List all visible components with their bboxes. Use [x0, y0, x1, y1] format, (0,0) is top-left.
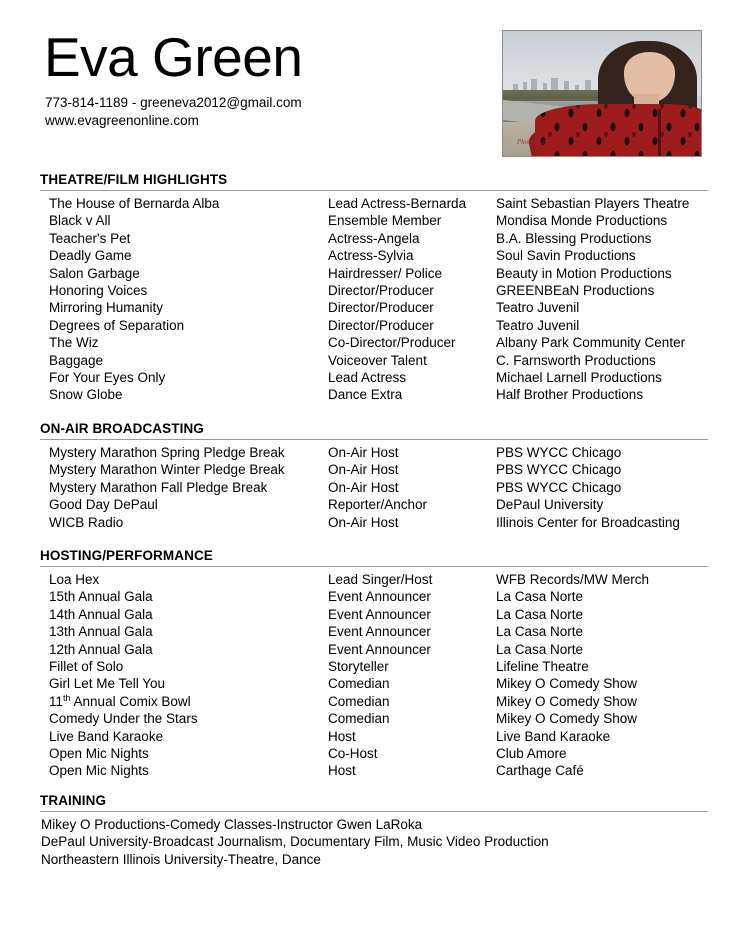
credit-company: Teatro Juvenil — [496, 300, 580, 316]
credit-title: Mystery Marathon Winter Pledge Break — [49, 462, 285, 478]
credit-title: Open Mic Nights — [49, 763, 149, 779]
credit-title: WICB Radio — [49, 514, 124, 530]
credit-company: Carthage Café — [496, 763, 584, 779]
table-row — [40, 710, 708, 727]
credit-company: GREENBEaN Productions — [496, 283, 655, 299]
credit-title: 14th Annual Gala — [49, 606, 153, 622]
credit-role: Co-Host — [328, 745, 378, 761]
credit-title: Snow Globe — [49, 387, 123, 403]
page-title: Eva Green — [44, 26, 303, 88]
credit-title: Live Band Karaoke — [49, 728, 164, 744]
credit-company: Club Amore — [496, 745, 567, 761]
section-divider — [40, 439, 708, 440]
credit-role: Director/Producer — [328, 317, 434, 333]
contact-info — [45, 94, 302, 130]
credit-company: Michael Larnell Productions — [496, 370, 662, 386]
credit-company: PBS WYCC Chicago — [496, 479, 622, 495]
credit-company: Illinois Center for Broadcasting — [496, 514, 680, 530]
section-divider — [40, 190, 708, 191]
credit-role: Co-Director/Producer — [328, 335, 456, 351]
credit-company: La Casa Norte — [496, 624, 584, 640]
credit-company: B.A. Blessing Productions — [496, 230, 652, 246]
credit-title-prefix: 11 — [49, 693, 64, 709]
credit-title: Black v All — [49, 213, 111, 229]
table-row — [40, 658, 708, 675]
credit-role: On-Air Host — [328, 514, 399, 530]
credit-company: La Casa Norte — [496, 641, 584, 657]
credit-company: Soul Savin Productions — [496, 248, 636, 264]
table-row — [40, 230, 708, 247]
credit-role: Event Announcer — [328, 606, 431, 622]
credit-company: La Casa Norte — [496, 589, 584, 605]
credit-title: Degrees of Separation — [49, 317, 185, 333]
table-row — [40, 479, 708, 496]
table-row — [40, 571, 708, 588]
credit-title: Fillet of Solo — [49, 658, 124, 674]
credit-title: Mystery Marathon Spring Pledge Break — [49, 444, 285, 460]
headshot-photo — [502, 30, 702, 157]
credit-company: PBS WYCC Chicago — [496, 444, 622, 460]
section-spacer — [0, 780, 736, 793]
table-row — [40, 514, 708, 531]
phone-email-line: 773-814-1189 - greeneva2012@gmail.com — [45, 95, 302, 110]
table-row — [40, 762, 708, 779]
training-list — [40, 816, 708, 869]
table-row — [40, 444, 708, 461]
credit-company: Mikey O Comedy Show — [496, 693, 638, 709]
table-row — [40, 745, 708, 762]
credit-company: Saint Sebastian Players Theatre — [496, 196, 690, 211]
table-row — [40, 693, 708, 710]
table-row — [40, 496, 708, 513]
credit-role: Director/Producer — [328, 283, 434, 299]
table-row — [40, 623, 708, 640]
resume-header — [0, 0, 736, 172]
section-title: HOSTING/PERFORMANCE — [40, 547, 213, 563]
photo-signature: Photography — [516, 138, 554, 146]
section-divider — [40, 566, 708, 567]
table-row — [40, 606, 708, 623]
credit-role: Storyteller — [328, 658, 389, 674]
credit-title: 13th Annual Gala — [49, 624, 153, 640]
credit-role: Host — [328, 728, 356, 744]
section-divider — [40, 811, 708, 812]
credit-title: For Your Eyes Only — [49, 370, 166, 386]
credit-title: The House of Bernarda Alba — [49, 196, 220, 211]
credit-role: Director/Producer — [328, 300, 434, 316]
credit-title: Girl Let Me Tell You — [49, 676, 166, 692]
table-row — [40, 675, 708, 692]
credit-title: Baggage — [49, 352, 104, 368]
section-training — [0, 793, 736, 869]
credit-role: Comedian — [328, 676, 390, 692]
credit-title: Comedy Under the Stars — [49, 711, 198, 727]
credit-company: WFB Records/MW Merch — [496, 571, 650, 587]
table-row — [40, 352, 708, 369]
credit-role: Lead Actress-Bernarda — [328, 196, 467, 211]
credit-role: Ensemble Member — [328, 213, 442, 229]
credit-role: Lead Actress — [328, 370, 407, 386]
credit-title: The Wiz — [49, 335, 99, 351]
credit-title: Loa Hex — [49, 571, 100, 587]
table-row — [40, 334, 708, 351]
credit-role: On-Air Host — [328, 479, 399, 495]
photo-blouse — [535, 104, 701, 157]
credit-company: Mondisa Monde Productions — [496, 213, 668, 229]
credit-title: Mystery Marathon Fall Pledge Break — [49, 479, 268, 495]
credit-company: Mikey O Comedy Show — [496, 676, 638, 692]
credit-title: Salon Garbage — [49, 265, 140, 281]
section-title: THEATRE/FILM HIGHLIGHTS — [40, 172, 228, 187]
table-row — [40, 317, 708, 334]
credit-company: Half Brother Productions — [496, 387, 644, 403]
table-row — [40, 299, 708, 316]
credit-title: Open Mic Nights — [49, 745, 149, 761]
table-row — [40, 588, 708, 605]
credit-title: 15th Annual Gala — [49, 589, 153, 605]
section-theatre-film-highlights — [0, 172, 736, 404]
credit-company: La Casa Norte — [496, 606, 584, 622]
table-row — [40, 728, 708, 745]
credit-company: PBS WYCC Chicago — [496, 462, 622, 478]
credit-company: Beauty in Motion Productions — [496, 265, 672, 281]
credit-title: 12th Annual Gala — [49, 641, 153, 657]
credits-list — [40, 444, 708, 531]
credit-company: DePaul University — [496, 497, 604, 513]
table-row — [40, 369, 708, 386]
credit-role: On-Air Host — [328, 462, 399, 478]
credit-title — [40, 693, 328, 710]
section-spacer — [0, 404, 736, 421]
website-line: www.evagreenonline.com — [45, 113, 199, 128]
credit-title-superscript: th — [63, 692, 71, 703]
credit-role: Actress-Sylvia — [328, 248, 414, 264]
credit-role: Event Announcer — [328, 641, 431, 657]
credit-role: Event Announcer — [328, 589, 431, 605]
list-item: Northeastern Illinois University-Theatre, Dance — [41, 851, 321, 867]
section-title: TRAINING — [40, 792, 107, 808]
credit-role: Comedian — [328, 693, 390, 709]
credit-title: Teacher's Pet — [49, 230, 131, 246]
table-row — [40, 212, 708, 229]
table-row — [40, 641, 708, 658]
credit-title: Good Day DePaul — [49, 497, 158, 513]
list-item: DePaul University-Broadcast Journalism, Documentary Film, Music Video Production — [41, 834, 549, 850]
credit-title-suffix: Annual Comix Bowl — [70, 693, 191, 709]
credit-company: C. Farnsworth Productions — [496, 352, 656, 368]
section-spacer — [0, 531, 736, 548]
credit-role: Hairdresser/ Police — [328, 265, 443, 281]
credit-role: On-Air Host — [328, 444, 399, 460]
photo-blouse-placket — [658, 109, 661, 157]
credit-role: Voiceover Talent — [328, 352, 427, 368]
credit-role: Host — [328, 763, 356, 779]
credit-role: Reporter/Anchor — [328, 497, 428, 513]
credit-role: Actress-Angela — [328, 230, 420, 246]
credit-title: Deadly Game — [49, 248, 132, 264]
section-hosting-performance — [0, 548, 736, 780]
credit-company: Teatro Juvenil — [496, 317, 580, 333]
credit-role: Lead Singer/Host — [328, 571, 433, 587]
credit-company: Albany Park Community Center — [496, 335, 686, 351]
credit-role: Event Announcer — [328, 624, 431, 640]
credits-list — [40, 571, 708, 780]
credit-role: Dance Extra — [328, 387, 403, 403]
table-row — [40, 195, 708, 212]
credit-company: Lifeline Theatre — [496, 658, 589, 674]
credit-role: Comedian — [328, 711, 390, 727]
table-row — [40, 282, 708, 299]
credit-company: Mikey O Comedy Show — [496, 711, 638, 727]
credit-title: Mirroring Humanity — [49, 300, 164, 316]
table-row — [40, 265, 708, 282]
section-on-air-broadcasting — [0, 421, 736, 531]
credits-list — [40, 195, 708, 404]
photo-image — [503, 31, 701, 156]
credit-company: Live Band Karaoke — [496, 728, 611, 744]
credit-title: Honoring Voices — [49, 283, 148, 299]
table-row — [40, 247, 708, 264]
section-title: ON-AIR BROADCASTING — [40, 420, 204, 436]
table-row — [40, 461, 708, 478]
table-row — [40, 386, 708, 403]
list-item: Mikey O Productions-Comedy Classes-Instructor Gwen LaRoka — [41, 816, 423, 832]
